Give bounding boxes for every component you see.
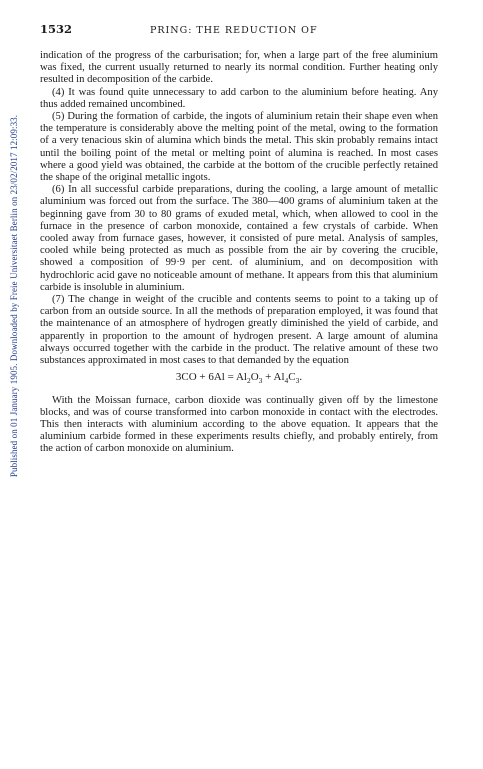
- publication-stamp-text: Published on 01 January 1905. Downloaded by Freie Universitaet Berlin on 23/02/2017 12:09:33.: [9, 114, 20, 478]
- equation-part: O: [250, 371, 259, 384]
- equation-subscript: 4: [284, 376, 289, 386]
- page: [40, 22, 438, 456]
- running-head: PRING: THE REDUCTION OF: [150, 25, 318, 36]
- page-header: [40, 22, 438, 36]
- equation-part: + Al: [262, 371, 285, 384]
- equation-subscript: 3: [295, 376, 300, 386]
- equation-subscript: 3: [258, 376, 263, 386]
- paragraph-6: (6) In all successful carbide preparations, during the cooling, a large amount of metallic aluminium was forced out from the surface. The 380—400 grams of aluminium taken at the beginning gave from 30 to 80 grams of exuded metal, which, when allowed to cool in the furnace in the presence of carbon monoxide, contained a few crystals of carbide. When cooled away from furnace gases, however, it consisted of pure metal. Analysis of samples, cooled while being protected as much as possible from the air by covering the crucible, showed a composition of 99·9 per cent. of aluminium, and on decomposition with hydrochloric acid gave no noticeable amount of methane. It appears from this that aluminium carbide is insoluble in aluminium.: [40, 184, 438, 293]
- equation-part: .: [299, 371, 303, 384]
- body-text: [40, 50, 438, 456]
- paragraph-continuation: indication of the progress of the carburisation; for, when a large part of the free aluminium was fixed, the current usually returned to nearly its normal condition. Further heating only resulted in decomposition of the carbide.: [40, 50, 438, 86]
- equation-part: 3CO + 6Al = Al: [175, 371, 247, 384]
- paragraph-4: (4) It was found quite unnecessary to add carbon to the aluminium before heating. Any thus added remained uncombined.: [40, 86, 438, 110]
- paragraph-5: (5) During the formation of carbide, the ingots of aluminium retain their shape even when the temperature is considerably above the melting point of the metal, owing to the formation of a very tenacious skin of alumina which binds the metal. This skin probably remains intact until the boiling point of the metal or melting point of alumina is reached. In most cases where a good yield was obtained, the carbide at the bottom of the crucible perfectly retained the shape of the original metallic ingots.: [40, 111, 438, 184]
- equation-part: C: [288, 371, 296, 384]
- chemical-equation: [40, 371, 438, 387]
- paragraph-7: (7) The change in weight of the crucible and contents seems to point to a taking up of carbon from an outside source. In all the methods of preparation employed, it was found that the maintenance of an atmosphere of hydrogen greatly diminished the yield of carbide, and apparently in proportion to the amount of hydrogen present. A large amount of alumina always occurred together with the carbide in the product. The relative amount of these two substances approximated in most cases to that demanded by the equation: [40, 294, 438, 367]
- page-number: 1532: [40, 22, 73, 36]
- paragraph-moissan: With the Moissan furnace, carbon dioxide was continually given off by the limestone blocks, and was of course transformed into carbon monoxide in contact with the electrodes. This then interacts with aluminium according to the above equation. It appears that the aluminium carbide formed in these experiments results chiefly, and probably entirely, from the action of carbon monoxide on aluminium.: [40, 394, 438, 455]
- equation-subscript: 2: [246, 376, 251, 386]
- publication-stamp: [6, 66, 22, 526]
